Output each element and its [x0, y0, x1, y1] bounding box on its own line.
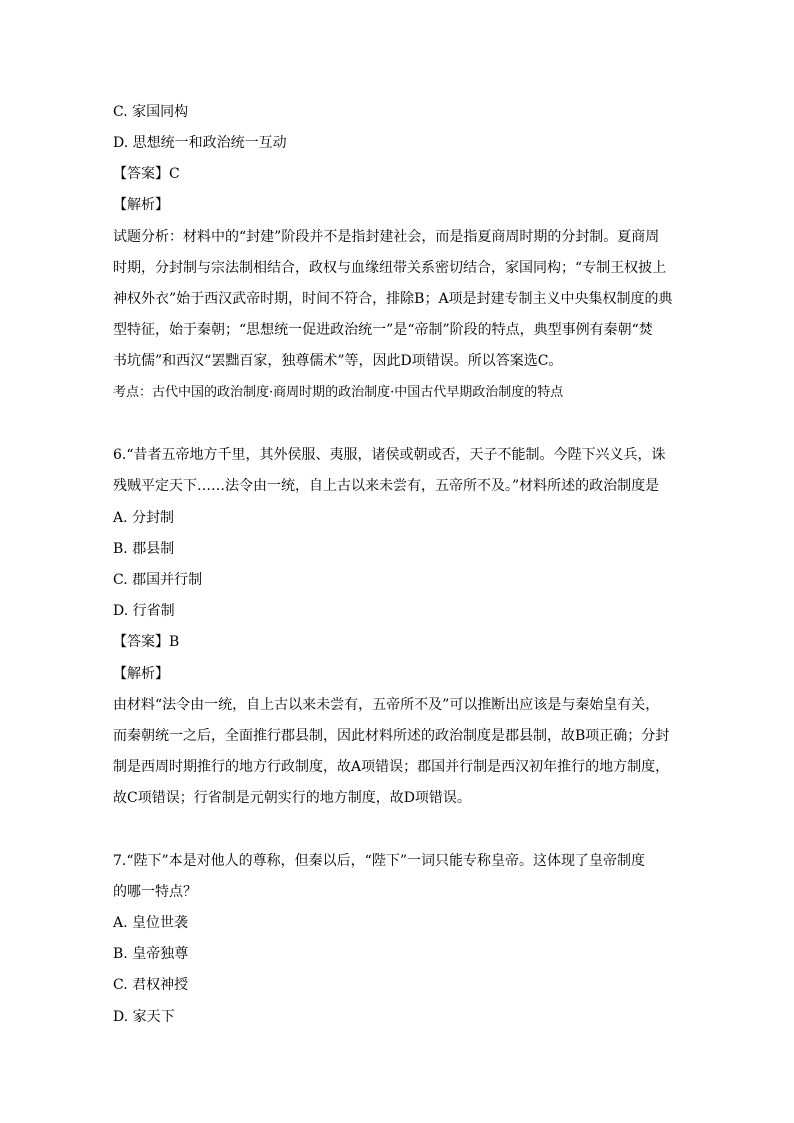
- q7-stem-line: 7.“陛下”本是对他人的尊称，但秦以后，“陛下”一词只能专称皇帝。这体现了皇帝制度: [113, 853, 645, 869]
- q5-answer: 【答案】C: [113, 166, 180, 182]
- q6-stem-line: 6.“昔者五帝地方千里，其外侯服、夷服，诸侯或朝或否，天子不能制。今陛下兴义兵，诛: [113, 447, 666, 463]
- q6-analysis-label: 【解析】: [113, 666, 169, 682]
- q6-option-d: D. 行省制: [113, 603, 175, 619]
- q6-stem-line: 残贼平定天下……法令由一统，自上古以来未尝有，五帝所不及。”材料所述的政治制度是: [113, 478, 660, 494]
- q7-stem-line: 的哪一特点？: [113, 884, 197, 900]
- q7-option-c: C. 君权神授: [113, 977, 189, 993]
- q5-option-c: C. 家国同构: [113, 104, 189, 120]
- q5-analysis-label: 【解析】: [113, 197, 169, 213]
- q5-analysis-line: 型特征，始于秦朝；“思想统一促进政治统一”是“帝制”阶段的特点，典型事例有秦朝“焚: [113, 322, 653, 338]
- q5-analysis-line: 试题分析：材料中的“封建”阶段并不是指封建社会，而是指夏商周时期的分封制。夏商周: [113, 229, 660, 245]
- q5-kaodian: 考点：古代中国的政治制度·商周时期的政治制度·中国古代早期政治制度的特点: [113, 385, 564, 400]
- q6-analysis-line: 而秦朝统一之后，全面推行郡县制，因此材料所述的政治制度是郡县制，故B项正确；分封: [113, 728, 670, 744]
- q6-option-b: B. 郡县制: [113, 541, 175, 557]
- q5-analysis-line: 神权外衣”始于西汉武帝时期，时间不符合，排除B；A项是封建专制主义中央集权制度的典: [113, 291, 673, 307]
- q6-analysis-line: 制是西周时期推行的地方行政制度，故A项错误；郡国并行制是西汉初年推行的地方制度，: [113, 759, 670, 775]
- q6-analysis-line: 故C项错误；行省制是元朝实行的地方制度，故D项错误。: [113, 790, 471, 806]
- q5-analysis-line: 时期，分封制与宗法制相结合，政权与血缘纽带关系密切结合，家国同构；“专制王权披上: [113, 260, 667, 276]
- q5-option-d: D. 思想统一和政治统一互动: [113, 135, 287, 151]
- q6-option-a: A. 分封制: [113, 510, 175, 526]
- q5-analysis-line: 书坑儒”和西汉“罢黜百家，独尊儒术”等，因此D项错误。所以答案选C。: [113, 353, 563, 369]
- q7-option-d: D. 家天下: [113, 1009, 175, 1025]
- q6-analysis-line: 由材料“法令由一统，自上古以来未尝有，五帝所不及”可以推断出应该是与秦始皇有关，: [113, 697, 660, 713]
- q7-option-b: B. 皇帝独尊: [113, 946, 189, 962]
- q6-answer: 【答案】B: [113, 634, 180, 650]
- q6-option-c: C. 郡国并行制: [113, 572, 203, 588]
- q7-option-a: A. 皇位世袭: [113, 915, 189, 931]
